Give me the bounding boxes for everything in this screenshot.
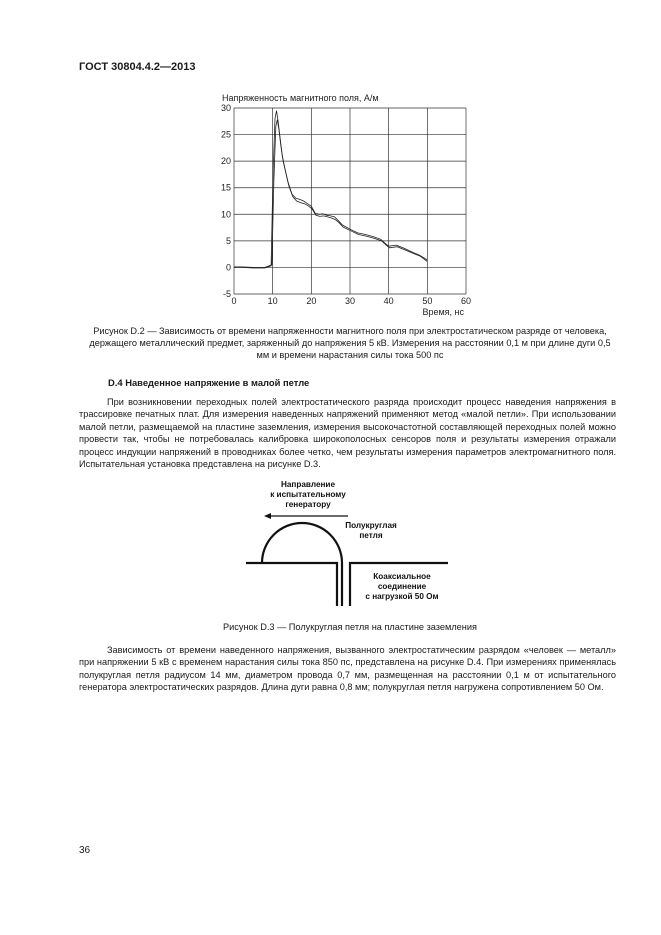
chart-ylabel: Напряженность магнитного поля, А/м: [222, 93, 379, 103]
page-number: 36: [79, 845, 91, 856]
coax-label-line-1: Коаксиальное: [373, 572, 431, 581]
direction-label-line-3: генератору: [285, 500, 331, 509]
y-tick-label: -5: [222, 289, 231, 299]
direction-label-line-2: к испытательному: [270, 490, 346, 499]
magnetic-field-chart: [200, 88, 490, 320]
chart-y-ticks: [221, 103, 231, 299]
ground-plate-left: [246, 563, 337, 606]
y-tick-label: 0: [225, 262, 231, 273]
x-tick-label: 60: [460, 296, 472, 306]
x-tick-label: 50: [422, 296, 433, 306]
y-tick-label: 15: [220, 182, 231, 193]
y-tick-label: 20: [220, 156, 231, 167]
loop-label-line-1: Полукруглая: [345, 521, 397, 530]
loop-label-line-2: петля: [359, 531, 383, 540]
coax-label-line-3: с нагрузкой 50 Ом: [365, 592, 439, 601]
x-tick-label: 20: [306, 296, 317, 306]
section-d4-title: D.4 Наведенное напряжение в малой петле: [108, 377, 310, 388]
x-tick-label: 10: [267, 296, 278, 306]
y-tick-label: 30: [220, 103, 231, 113]
paragraph-2: Зависимость от времени наведенного напряжения, вызванного электростатическим разрядом «человек — металл» при напряжении 5 кВ с временем нарастания силы тока 850 пс, представлена на рисунке D.4. При измерениях применялась полукруглая петля радиусом 14 мм, диаметром провода 0,7 мм, размещенная на расстоянии 0,1 м от испытательного генератора электростатических разрядов. Длина дуги равна 0,8 мм; полукруглая петля нагружена сопротивлением 50 Ом.: [79, 645, 616, 693]
figure-d3-caption: Рисунок D.3 — Полукруглая петля на пластине заземления: [223, 622, 477, 632]
chart-x-ticks: [231, 296, 471, 306]
direction-arrow-head: [264, 513, 271, 519]
section-d4-paragraph: При возникновении переходных полей электростатического разряда происходит процесс наведения напряжения в трассировке печатных плат. Для измерения наведенных напряжений применяют метод «малой петли». При использовании малой петли, размещаемой на пластине заземления, измерения высокочастотной составляющей переходных полей можно провести так, чтобы не потребовалась калибровка широкополосных сенсоров поля и результаты измерения отражали процесс индукции напряжений в проводниках более четко, чем результаты измерения параметров электромагнитного поля. Испытательная установка представлена на рисунке D.3.: [79, 397, 616, 470]
x-tick-label: 0: [231, 296, 237, 306]
coax-label-line-2: соединение: [377, 582, 427, 591]
y-tick-label: 25: [220, 129, 231, 140]
document-header: ГОСТ 30804.4.2—2013: [79, 61, 196, 73]
series-line-2: [234, 120, 427, 268]
figure-d2-caption: Рисунок D.2 — Зависимость от времени напряженности магнитного поля при электростатическом разряде от человека, держащего металлический предмет, заряженный до напряжения 5 кВ. Измерения на расстоянии 0,1 м при длине дуги 0,5 мм и времени нарастания силы тока 500 пс: [89, 326, 611, 361]
y-tick-label: 5: [225, 235, 231, 246]
chart-xlabel: Время, нс: [422, 307, 464, 317]
x-tick-label: 40: [383, 296, 394, 306]
direction-label-line-1: Направление: [280, 480, 336, 489]
semicircular-loop-diagram: [240, 478, 490, 608]
x-tick-label: 30: [344, 296, 356, 306]
semicircular-loop: [262, 523, 342, 606]
y-tick-label: 10: [220, 209, 231, 220]
